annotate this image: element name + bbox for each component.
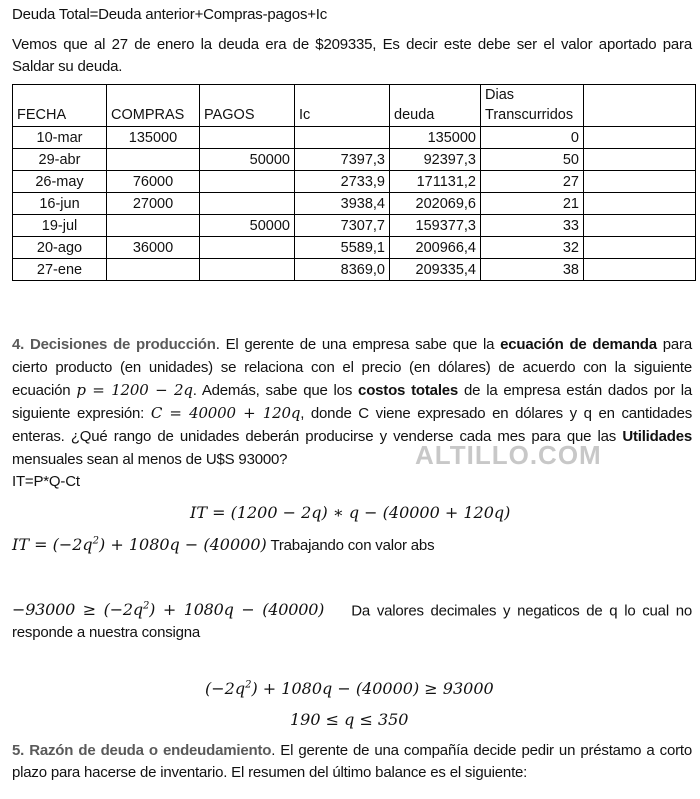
cell-deuda: 92397,3	[390, 149, 481, 171]
table-header-row	[13, 85, 696, 127]
cell-fecha: 26-may	[13, 171, 107, 193]
cell-empty	[584, 171, 696, 193]
cell-pagos	[200, 127, 295, 149]
cell-pagos	[200, 171, 295, 193]
inequality-1-note: Da valores decimales y negaticos de q lo cual no responde a nuestra consigna	[12, 602, 692, 642]
cost-equation: C = 40000 + 120q	[150, 404, 301, 422]
cell-deuda: 202069,6	[390, 193, 481, 215]
watermark: ALTILLO.COM	[415, 440, 602, 470]
cell-compras	[107, 215, 200, 237]
header-dias-line1: Dias	[485, 87, 515, 103]
table-row	[13, 215, 696, 237]
inequality-2	[205, 679, 494, 698]
cell-ic: 7397,3	[295, 149, 390, 171]
it-equation-1-text: IT = (1200 − 2q) ∗ q − (40000 + 120q)	[190, 503, 511, 522]
demand-equation: p = 1200 − 2q	[76, 381, 193, 399]
cell-pagos: 50000	[200, 149, 295, 171]
cell-fecha: 20-ago	[13, 237, 107, 259]
cell-ic	[295, 127, 390, 149]
inequality-2-lhs: (−2q	[205, 679, 246, 698]
cell-fecha: 27-ene	[13, 259, 107, 281]
cell-pagos: 50000	[200, 215, 295, 237]
cell-deuda: 200966,4	[390, 237, 481, 259]
section4-heading: 4. Decisiones de producción	[12, 336, 216, 353]
header-ic: Ic	[295, 85, 390, 127]
section4-text-2: para cierto producto (en unidades) se relaciona con el precio (en dólares) de acuerdo con la siguiente ecuación	[12, 336, 692, 399]
cell-dias: 21	[481, 193, 584, 215]
cell-deuda: 135000	[390, 127, 481, 149]
debt-table	[12, 84, 696, 281]
cell-ic: 8369,0	[295, 259, 390, 281]
table-row	[13, 149, 696, 171]
cell-fecha: 10-mar	[13, 127, 107, 149]
cell-compras: 36000	[107, 237, 200, 259]
formula-line: Deuda Total=Deuda anterior+Compras-pagos+Ic	[12, 6, 328, 23]
cell-dias: 0	[481, 127, 584, 149]
section4-bold-demand: ecuación de demanda	[500, 336, 657, 353]
cell-empty	[584, 237, 696, 259]
cell-dias: 27	[481, 171, 584, 193]
inequality-1-paragraph	[12, 596, 692, 644]
header-pagos: PAGOS	[200, 85, 295, 127]
inequality-1-rhs: ) + 1080q − (40000)	[149, 600, 325, 620]
section4-text-6: mensuales sean al menos de U$S 93000?	[12, 451, 288, 468]
cell-empty	[584, 149, 696, 171]
header-empty	[584, 85, 696, 127]
cell-deuda: 209335,4	[390, 259, 481, 281]
inequality-1	[12, 600, 324, 619]
range-result-text: 190 ≤ q ≤ 350	[290, 710, 409, 729]
cell-fecha: 29-abr	[13, 149, 107, 171]
cell-ic: 2733,9	[295, 171, 390, 193]
cell-deuda: 171131,2	[390, 171, 481, 193]
cell-compras: 135000	[107, 127, 200, 149]
header-fecha: FECHA	[13, 85, 107, 127]
section5-text: . El gerente de una compañía decide pedir un préstamo a corto plazo para hacerse de inventario. El resumen del último balance es el siguiente:	[12, 742, 692, 781]
cell-pagos	[200, 259, 295, 281]
inequality-2-exp: 2	[245, 679, 252, 691]
cell-dias: 33	[481, 215, 584, 237]
cell-dias: 32	[481, 237, 584, 259]
table-row	[13, 127, 696, 149]
section4-bold-utilities: Utilidades	[622, 428, 692, 445]
it-equation-2-exp: 2	[92, 535, 100, 547]
cell-fecha: 16-jun	[13, 193, 107, 215]
inequality-1-lhs: −93000 ≥ (−2q	[12, 600, 143, 620]
section4-text-3: . Además, sabe que los	[192, 382, 359, 399]
it-equation-2-note: Trabajando con valor abs	[266, 537, 435, 554]
header-dias-line2: Transcurridos	[485, 107, 574, 123]
cell-pagos	[200, 193, 295, 215]
table-row	[13, 193, 696, 215]
it-equation-2	[12, 535, 434, 554]
intro-paragraph: Vemos que al 27 de enero la deuda era de $209335, Es decir este debe ser el valor aportado para Saldar su deuda.	[12, 36, 692, 75]
section4-bold-costs: costos totales	[358, 382, 459, 399]
cell-ic: 7307,7	[295, 215, 390, 237]
cell-ic: 3938,4	[295, 193, 390, 215]
cell-dias: 50	[481, 149, 584, 171]
it-equation-2-rhs: ) + 1080q − (40000)	[99, 535, 267, 554]
cell-empty	[584, 127, 696, 149]
cell-empty	[584, 193, 696, 215]
cell-deuda: 159377,3	[390, 215, 481, 237]
it-equation-1	[190, 503, 510, 522]
cell-empty	[584, 215, 696, 237]
section4-text-5: , donde C viene expresado en dólares y q en cantidades enteras. ¿Qué rango de unidades deberán producirse y venderse cada mes para que las	[12, 405, 693, 445]
cell-empty	[584, 259, 696, 281]
header-compras: COMPRAS	[107, 85, 200, 127]
header-deuda: deuda	[390, 85, 481, 127]
cell-compras: 76000	[107, 171, 200, 193]
table-row	[13, 237, 696, 259]
section4-text-1: . El gerente de una empresa sabe que la	[215, 336, 501, 353]
cell-pagos	[200, 237, 295, 259]
cell-compras	[107, 259, 200, 281]
section5-paragraph	[12, 740, 692, 784]
it-line: IT=P*Q-Ct	[12, 473, 80, 490]
cell-fecha: 19-jul	[13, 215, 107, 237]
inequality-1-exp: 2	[142, 601, 150, 612]
it-equation-2-lhs: IT = (−2q	[12, 535, 93, 554]
cell-dias: 38	[481, 259, 584, 281]
inequality-2-rhs: ) + 1080q − (40000) ≥ 93000	[251, 679, 494, 698]
header-dias	[481, 85, 584, 127]
cell-ic: 5589,1	[295, 237, 390, 259]
section5-heading: 5. Razón de deuda o endeudamiento	[12, 742, 272, 759]
section4-text-4: de la empresa están dados por la siguiente expresión:	[12, 382, 692, 422]
range-result	[290, 710, 408, 729]
table-row	[13, 171, 696, 193]
cell-compras: 27000	[107, 193, 200, 215]
table-row	[13, 259, 696, 281]
cell-compras	[107, 149, 200, 171]
